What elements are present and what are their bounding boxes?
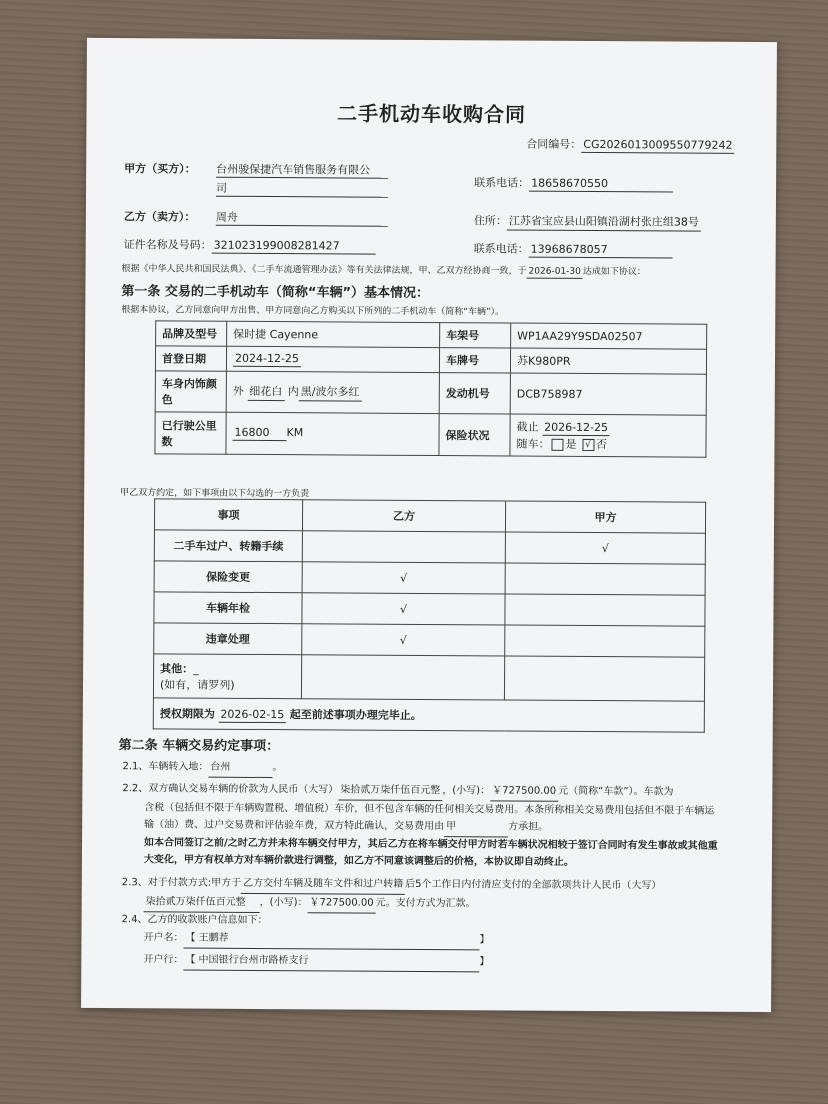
adjustment-clause: 如本合同签订之前/之时乙方并未将车辆交付甲方，其后乙方在将车辆交付甲方时若车辆状况相较于签订合同时有发生事故或其他重 大变化，甲方有权单方对车辆价款进行调整，如乙方不同意该调整后的价格，本协议即自动终止。 [143, 837, 718, 868]
interior-color: 黑/波尔多红 [299, 383, 362, 401]
engine-label: 发动机号 [439, 373, 510, 414]
table-row: 二手车过户、转籍手续 √ [154, 530, 705, 564]
table-row: 违章处理 √ [154, 623, 705, 657]
color-cell: 外 细花白 内 黑/波尔多红 [226, 371, 439, 413]
table-header-row [154, 499, 705, 533]
vin-value: WP1AA29Y9SDA02507 [511, 323, 707, 349]
table-row [155, 346, 706, 374]
brand-value: 保时捷 Cayenne [227, 321, 440, 347]
party-b-id: 证件名称及号码： 321023199008281427 [124, 236, 376, 255]
vin-label: 车架号 [440, 323, 511, 348]
party-a-name-line1: 台州骏保捷汽车销售服务有限公 [216, 161, 388, 179]
bank-row: 开户行： 【 中国银行台州市路桥支行 】 [143, 951, 489, 972]
contract-paper [81, 38, 777, 1012]
intro-text: 根据《中华人民共和国民法典》、《二手车流通管理办法》等有关法律法规，甲、乙双方经协商一致，于 2026-01-30 达成如下协议： [121, 264, 646, 278]
party-b-phone: 联系电话： 13968678057 [474, 240, 673, 258]
exterior-color: 细花白 [247, 383, 284, 401]
clause-2-1: 2.1、车辆转入地： 台州 。 [122, 758, 282, 778]
other-cell: 其他：_ (如有，请罗列) [153, 654, 301, 699]
table-row [155, 412, 706, 457]
contract-number: 合同编号： CG2026013009550779242 [526, 136, 734, 154]
yes-checkbox [551, 439, 563, 451]
bank-name: 【 中国银行台州市路桥支行 [183, 952, 479, 973]
auth-period-cell: 授权期限为 2026-02-15 起至前述事项办理完毕止。 [153, 698, 704, 732]
page-title: 二手机动车收购合同 [336, 101, 527, 127]
party-a-phone: 联系电话： 18658670550 [474, 174, 673, 192]
engine-value: DCB758987 [510, 373, 706, 415]
duty-intro: 甲乙双方约定，如下事项由以下勾选的一方负责 [120, 488, 310, 500]
no-checkbox: √ [582, 439, 594, 451]
insurance-until: 2026-12-25 [542, 421, 610, 436]
table-row [153, 698, 704, 732]
reg-date-cell [226, 346, 439, 372]
account-name: 【 王鹏荐 [183, 930, 479, 951]
party-a-name-line2: 司 [216, 180, 388, 198]
mileage-label: 已行驶公里数 [155, 412, 226, 454]
table-row [156, 321, 707, 349]
brand-label: 品牌及型号 [156, 321, 227, 346]
plate-label: 车牌号 [439, 348, 510, 373]
insurance-cell: 截止 2026-12-25 随车： 是 √ 否 [510, 414, 706, 457]
header-item: 事项 [154, 499, 302, 531]
plate-value: 苏K980PR [510, 348, 706, 374]
auth-date: 2026-02-15 [218, 707, 286, 722]
vehicle-info-table [154, 320, 707, 457]
color-label: 车身内饰颜色 [155, 371, 226, 412]
article2-title: 第二条 车辆交易约定事项： [118, 738, 280, 755]
mileage-value: 16800 [233, 426, 287, 441]
table-row: 车辆年检 √ [154, 592, 705, 626]
clause-2-2: 2.2、双方确认交易车辆的价款为人民币（大写） 柒拾贰万柒仟伍百元整 ，(小写)： ￥727500.00 元（简称“车款”）。车款为 含税（包括但不限于车辆购置税、增值税）车价，但不包含车辆的任何相关交易费用。本条所称相关交易费用包括但不限于车辆运 输（油）费、过户交易费和评估验车费，双方特此确认，交易费用由 甲 方承担。 [122, 780, 714, 839]
article1-desc: 根据本协议，乙方同意向甲方出售、甲方同意向乙方购买以下所列的二手机动车（简称“车辆”）。 [121, 305, 505, 318]
duty-table [153, 498, 706, 732]
account-name-row: 开户名： 【 王鹏荐 】 [143, 929, 489, 950]
party-a-label: 甲方（买方）： [124, 162, 196, 176]
party-b-address: 住所： 江苏省宝应县山阳镇沿湖村张庄组38号 [474, 212, 701, 231]
party-b-label: 乙方（卖方）： [123, 210, 196, 224]
clause-2-4: 2.4、乙方的收款账户信息如下： [121, 914, 268, 927]
reg-date-label: 首登日期 [155, 346, 226, 371]
clause-2-3: 2.3、对于付款方式:甲方于 乙方交付车辆及随车文件和过户转籍 后5个工作日内付清应支付的全部款项共计人民币（大写） 柒拾贰万柒仟伍百元整 ，(小写)： ￥727500.00 元。支付方式为汇款。 [122, 874, 662, 915]
insurance-label: 保险状况 [439, 414, 510, 456]
table-row [155, 371, 706, 415]
party-b-name: 周舟 [216, 209, 388, 227]
header-party-a: 甲方 [505, 501, 705, 533]
table-row: 保险变更 √ [154, 561, 705, 595]
table-row [153, 654, 704, 701]
header-party-b: 乙方 [302, 500, 505, 532]
mileage-cell: 16800 KM [226, 412, 439, 455]
article1-title: 第一条 交易的二手机动车（简称“车辆”）基本情况： [121, 284, 430, 301]
reg-date-value: 2024-12-25 [233, 351, 301, 366]
